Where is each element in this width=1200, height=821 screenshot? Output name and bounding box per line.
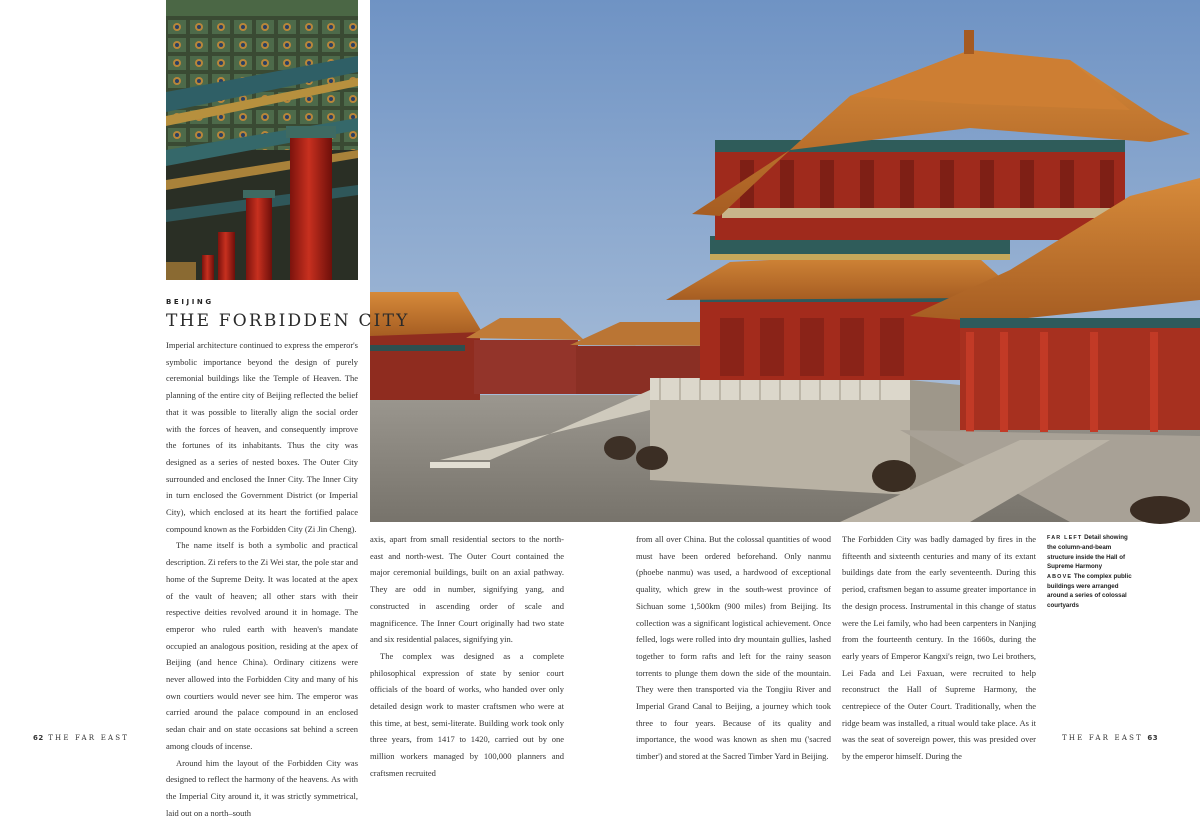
caption-above [1047, 572, 1132, 611]
body-column-2 [370, 531, 564, 778]
body-column-3 [636, 531, 831, 762]
folio-left [33, 734, 129, 742]
caption-lead: FAR LEFT [1047, 535, 1083, 541]
photo-captions [1047, 533, 1132, 610]
section-kicker: BEIJING [166, 298, 214, 306]
folio-right [1062, 734, 1158, 742]
caption-far-left [1047, 533, 1132, 572]
caption-text: Detail showing the column-and-beam structure inside the Hall of Supreme Harmony [1047, 534, 1128, 571]
ceiling-illustration [166, 0, 358, 280]
photo-ceiling-columns [166, 0, 358, 280]
running-head-left: THE FAR EAST [48, 734, 130, 742]
paragraph: Imperial architecture continued to express the emperor's symbolic importance beyond the design of purely ceremonial buildings like the Temple of Heaven. The planning of the entire city of Beijing reflected the belief that it was possible to literally align the social order with the forces of heaven, and consequently improve the fortunes of its inhabitants. Thus the city was designed as a series of nested boxes. The Outer City surrounded and enclosed the Inner City. The Inner City in turn enclosed the Government District (or Imperial City), which enclosed at its heart the fortified palace compound known as the Forbidden City (Zi Jin Cheng). [166, 340, 358, 534]
page-number-left: 62 [33, 734, 44, 742]
caption-lead: ABOVE [1047, 573, 1073, 580]
paragraph: The complex was designed as a complete philosophical expression of state by senior court officials of the board of works, who handed over only detailed design work to master craftsmen who were at this time, at best, semi-literate. Building work took only three years, from 1417 to 1420, carried out by one million workers managed by 100,000 planners and craftsmen recruited [370, 650, 564, 778]
running-head-right: THE FAR EAST [1062, 734, 1143, 742]
paragraph: from all over China. But the colossal quantities of wood must have been ordered beforehand. Only nanmu (phoebe nanmu) was used, a hardwood of exceptional quality, which grew in the south-west province of Sichuan some 1,500km (900 miles) from Beijing. Its collection was a significant logistical achievement. Once felled, logs were rolled into dry mountain gullies, lashed together to form rafts and left for the rainy season torrents to plunge them down the side of the mountain. They were then transported via the Tongjiu River and Imperial Grand Canal to Beijing, a journey which took three to four years. Because of its quality and importance, the wood was known as shen mu ('sacred timber') and stored at the Sacred Timber Yard in Beijing. [636, 534, 831, 762]
page-number-right: 63 [1147, 734, 1159, 742]
forbidden-city-illustration [370, 0, 1200, 522]
body-column-1 [166, 337, 358, 818]
paragraph: Around him the layout of the Forbidden City was designed to reflect the harmony of the heavens. As with the Imperial City around it, it was strictly symmetrical, laid out on a north–south [166, 757, 358, 818]
article-title: THE FORBIDDEN CITY [166, 311, 410, 331]
photo-forbidden-city-halls [370, 0, 1200, 522]
paragraph: axis, apart from small residential sectors to the north-east and north-west. The Outer Court contained the major ceremonial buildings, built on an axial pathway. They are odd in number, signifying yang, and constructed in ascending order of scale and magnificence. The Inner Court originally had two state and six residential palaces, signifying yin. [370, 534, 564, 645]
body-column-4 [842, 531, 1036, 762]
paragraph: The name itself is both a symbolic and practical description. Zi refers to the Zi Wei star, the pole star and home of the Supreme Deity. It was located at the apex of the vault of heaven; all other stars with their respective deities revolved around it in homage. The emperor who ruled earth with heaven's mandate occupied an analogous position, residing at the apex of Beijing (and hence China). Ordinary citizens were never allowed into the Forbidden City and many of his own courtiers would never see him. The emperor was carried around the palace compound in an enclosed sedan chair and on state occasions sat behind a screen among clouds of incense. [166, 540, 358, 751]
paragraph: The Forbidden City was badly damaged by fires in the fifteenth and sixteenth centuries and many of its extant buildings date from the early seventeenth. During this period, craftsmen began to assume greater importance in the design process. Instrumental in this change of status were the Lei family, who had been carpenters in Nanjing from the fourteenth century. In the 1660s, during the early years of Emperor Kangxi's reign, two Lei brothers, Lei Fada and Lei Faxuan, were recruited to help reconstruct the Hall of Supreme Harmony, the centrepiece of the Outer Court. Traditionally, when the ridge beam was installed, a ritual would take place. As it was the seat of sovereign power, this was presided over by the emperor himself. During the [842, 534, 1036, 762]
caption-text: The complex public buildings were arranged around a series of colossal courtyards [1047, 572, 1132, 609]
